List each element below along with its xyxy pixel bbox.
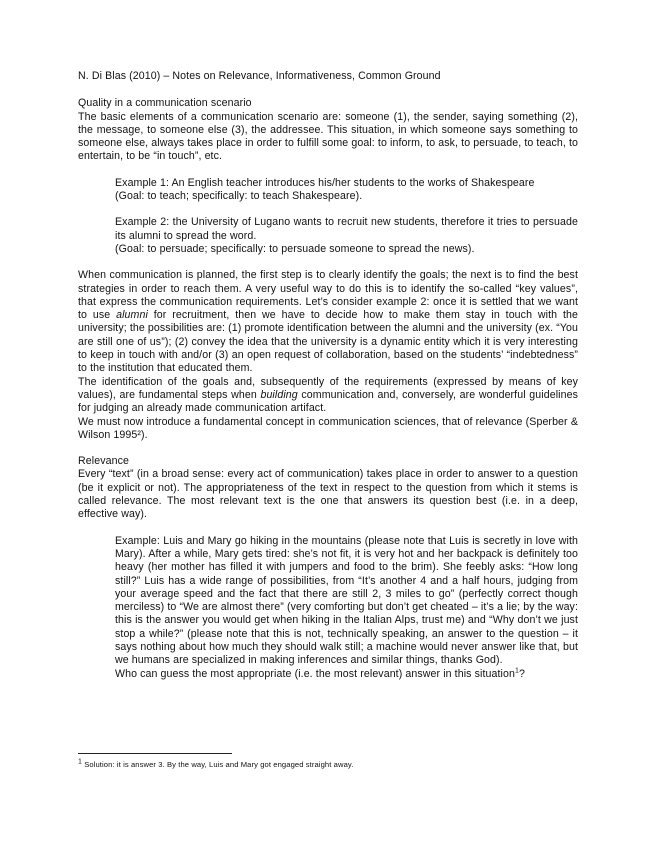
section-heading-relevance: Relevance xyxy=(78,455,129,468)
footnote-divider xyxy=(78,753,232,754)
paragraph-intro: The basic elements of a communication scenario are: someone (1), the sender, saying something (2), the message, to someone else (3), the addressee. This situation, in which someone says something to someone else, always takes place in order to fulfill some goal: to inform, to ask, to persuade, to teach, to entertain, to be “in touch”, etc. xyxy=(78,110,578,163)
example-1-text: Example 1: An English teacher introduces his/her students to the works of Shakespeare xyxy=(115,176,535,189)
example-2-block xyxy=(115,216,578,256)
example-2-text: Example 2: the University of Lugano wants to recruit new students, therefore it tries to persuade its alumni to spread the word. xyxy=(115,216,578,242)
example-hiking-block xyxy=(115,535,578,681)
paragraph-identification: The identification of the goals and, subsequently of the requirements (expressed by means of key values), are fundamental steps when building communication and, conversely, are wonderful guidelines for judging an already made communication artifact. xyxy=(78,375,578,415)
section-heading-quality: Quality in a communication scenario xyxy=(78,97,252,110)
example-1-goal: (Goal: to teach; specifically: to teach Shakespeare). xyxy=(115,190,363,203)
paragraph-relevance: Every “text” (in a broad sense: every act of communication) takes place in order to answer to a question (be it explicit or not). The appropriateness of the text in respect to the question from which it stems is called relevance. The most relevant text is the one that answers its question best (i.e. in a deep, effective way). xyxy=(78,468,578,521)
example-hiking-text: Example: Luis and Mary go hiking in the mountains (please note that Luis is secretly in love with Mary). After a while, Mary gets tired: she’s not fit, it is very hot and her backpack is definitely too heavy (her mother has filled it with jumpers and food to the brim). She feebly asks: “How long still?” Luis has a wide range of possibilities, from “It’s another 4 and a half hours, judging from your average speed and the fact that there are still 2, 3 miles to go” (perfectly correct though merciless) to “We are almost there” (very comforting but don’t get cheated – it’s a lie; by the way: this is the answer you would get when hiking in the Italian Alps, trust me) and “Why don’t we just stop a while?” (please note that this is not, technically speaking, an answer to the question – it says nothing about how much they should walk still; a machine would never answer like that, but we humans are specialized in making inferences and similar things, thanks God). xyxy=(115,534,578,667)
question-text: Who can guess the most appropriate (i.e. the most relevant) answer in this situation$^1$? xyxy=(115,667,525,680)
paragraph-relevance-intro: We must now introduce a fundamental concept in communication sciences, that of relevance (Sperber & Wilson 1995²). xyxy=(78,415,578,441)
footnote xyxy=(78,760,353,770)
emphasis-building: building xyxy=(260,388,298,401)
footnote-ref[interactable]: 1 xyxy=(514,667,519,675)
document-title: N. Di Blas (2010) – Notes on Relevance, Informativeness, Common Ground xyxy=(78,70,441,82)
document-page xyxy=(78,70,578,681)
example-2-goal: (Goal: to persuade; specifically: to persuade someone to spread the news). xyxy=(115,242,475,255)
example-1-block xyxy=(115,177,578,204)
footnote-text: Solution: it is answer 3. By the way, Luis and Mary got engaged straight away. xyxy=(82,760,354,769)
footnote-mark: 1 xyxy=(78,758,82,766)
paragraph-planning: When communication is planned, the first step is to clearly identify the goals; the next is to find the best strategies in order to reach them. A very useful way to do this is to identify the so-called “key values”, that express the communication requirements. Let’s consider example 2: once it is settled that we want to use alumni for recruitment, then we have to decide how to make them stay in touch with the university; the possibilities are: (1) promote identification between the alumni and the university (ex. “You are still one of us”); (2) convey the idea that the university is a dynamic entity which it is very interesting to keep in touch with and/or (3) an open request of collaboration, based on the students’ “indebtedness” to the institution that educated them. xyxy=(78,269,578,375)
emphasis-alumni: alumni xyxy=(116,309,148,322)
